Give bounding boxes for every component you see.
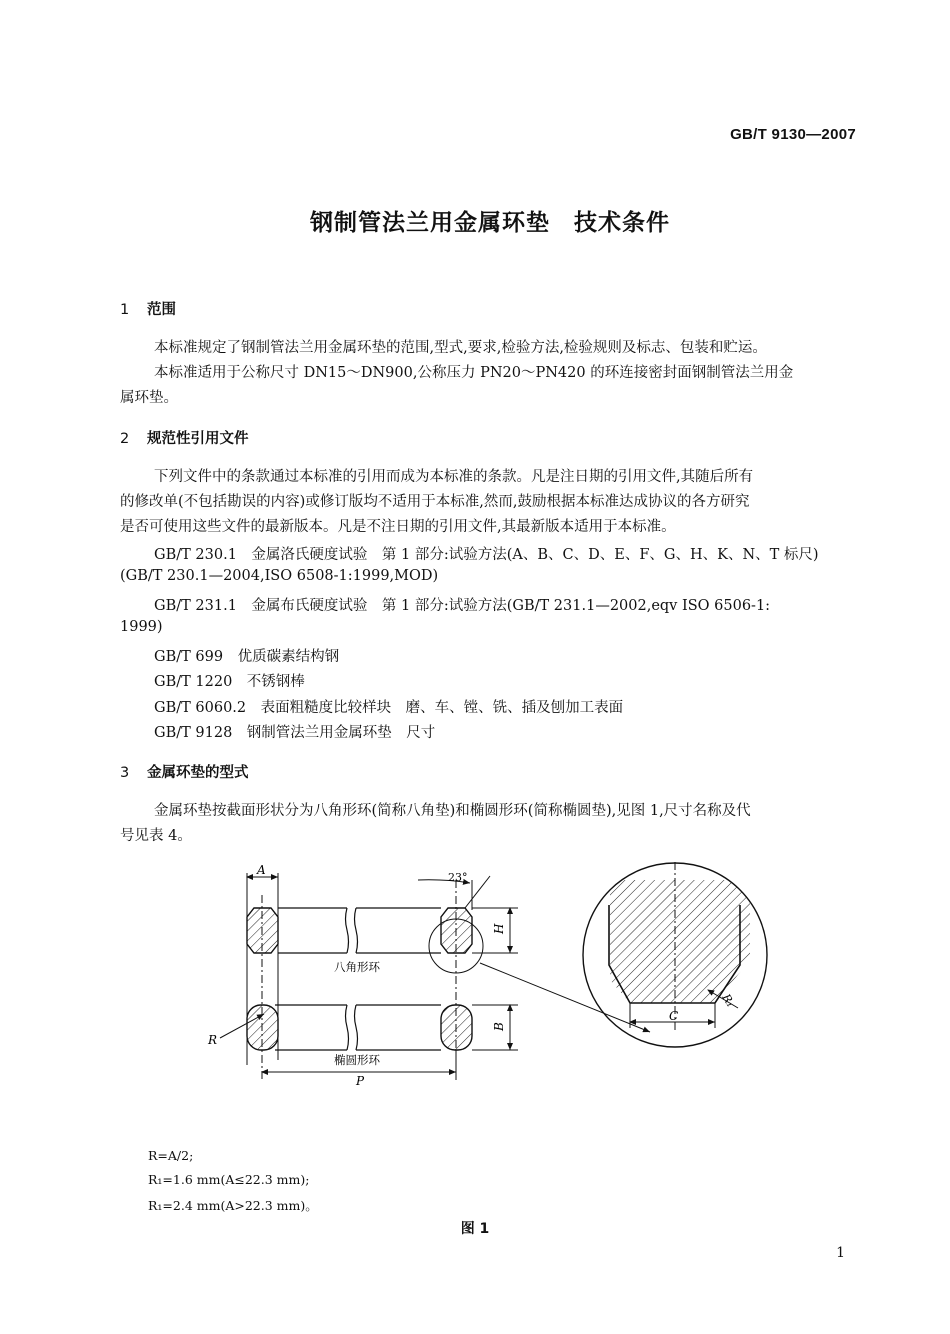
reference-item: GB/T 9128 钢制管法兰用金属环垫 尺寸 (154, 725, 436, 741)
label-angle: 23° (448, 871, 468, 884)
document-title: 钢制管法兰用金属环垫 技术条件 (310, 210, 670, 236)
section-title: 金属环垫的型式 (147, 765, 249, 781)
reference-item: GB/T 231.1 金属布氏硬度试验 第 1 部分:试验方法(GB/T 231.1—2002,eqv ISO 6506-1: (154, 598, 771, 614)
label-P: P (356, 1074, 365, 1088)
oval-ring-view (275, 1005, 441, 1050)
paragraph-line: 号见表 4。 (120, 828, 192, 844)
section-number: 2 (120, 431, 130, 447)
oval-section-left (247, 1005, 278, 1050)
label-C: C (669, 1009, 679, 1023)
figure-caption: 图 1 (460, 1221, 490, 1237)
label-octagonal: 八角形环 (334, 960, 380, 974)
page-number: 1 (836, 1245, 845, 1261)
octagonal-ring-view (278, 908, 441, 953)
oval-section-right (441, 1005, 472, 1050)
section-title: 规范性引用文件 (147, 431, 249, 447)
reference-item: GB/T 230.1 金属洛氏硬度试验 第 1 部分:试验方法(A、B、C、D、E、F、G、H、K、N、T 标尺) (154, 547, 819, 563)
paragraph-line: 本标准适用于公称尺寸 DN15～DN900,公称压力 PN20～PN420 的环连接密封面钢制管法兰用金 (154, 365, 794, 381)
paragraph-line: 是否可使用这些文件的最新版本。凡是不注日期的引用文件,其最新版本适用于本标准。 (120, 519, 676, 535)
label-oval: 椭圆形环 (334, 1053, 380, 1067)
label-A: A (257, 863, 266, 877)
reference-continuation: (GB/T 230.1—2004,ISO 6508-1:1999,MOD) (120, 568, 439, 584)
section-number: 1 (120, 302, 130, 318)
standard-code: GB/T 9130—2007 (730, 126, 856, 143)
paragraph-line: 的修改单(不包括勘误的内容)或修订版均不适用于本标准,然而,鼓励根据本标准达成协议的各方研究 (120, 494, 750, 510)
paragraph-line: 属环垫。 (120, 390, 178, 406)
figure-note: R₁=2.4 mm(A>22.3 mm)。 (148, 1198, 318, 1213)
section-number: 3 (120, 765, 130, 781)
reference-item: GB/T 1220 不锈钢棒 (154, 674, 305, 690)
reference-continuation: 1999) (120, 619, 163, 635)
paragraph-line: 金属环垫按截面形状分为八角形环(简称八角垫)和椭圆形环(简称椭圆垫),见图 1,尺寸名称及代 (154, 803, 751, 819)
label-R: R (208, 1033, 218, 1047)
figure-note: R₁=1.6 mm(A≤22.3 mm); (148, 1172, 310, 1187)
label-R1: R₁ (719, 991, 738, 1010)
section-title: 范围 (147, 302, 176, 318)
reference-item: GB/T 6060.2 表面粗糙度比较样块 磨、车、镗、铣、插及刨加工表面 (154, 700, 624, 716)
paragraph-line: 本标准规定了钢制管法兰用金属环垫的范围,型式,要求,检验方法,检验规则及标志、包装和贮运。 (154, 340, 767, 356)
label-H: H (492, 923, 506, 934)
reference-item: GB/T 699 优质碳素结构钢 (154, 649, 340, 665)
paragraph-line: 下列文件中的条款通过本标准的引用而成为本标准的条款。凡是注日期的引用文件,其随后所有 (154, 469, 754, 485)
figure-note: R=A/2; (148, 1148, 194, 1163)
label-B: B (492, 1022, 506, 1031)
